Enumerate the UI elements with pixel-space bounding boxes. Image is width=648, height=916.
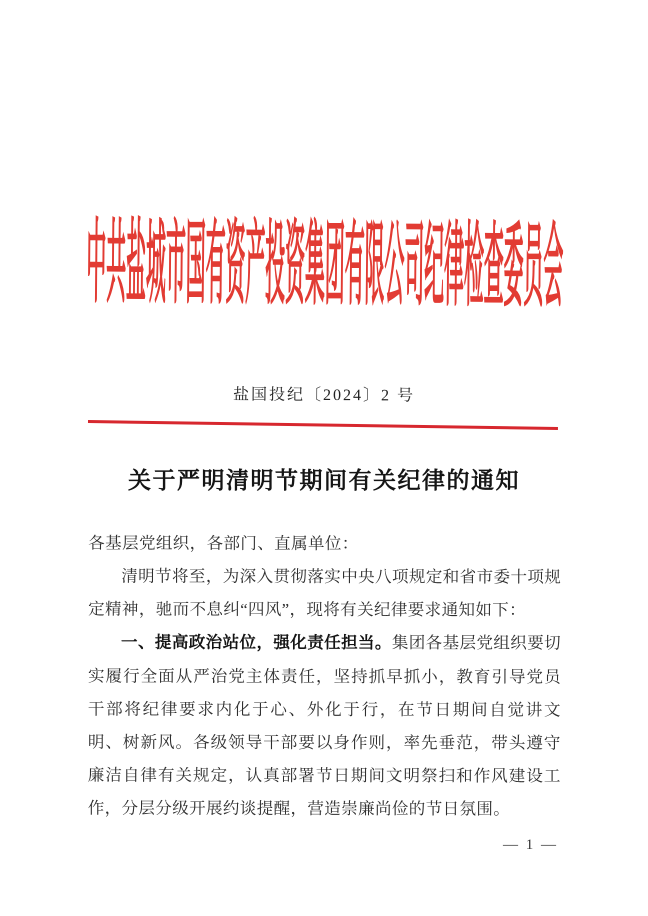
doc-title: 关于严明清明节期间有关纪律的通知 [128, 468, 520, 493]
paragraph-item-1-text: 集团各基层党组织要切实履行全面从严治党主体责任，坚持抓早抓小，教育引导党员干部将纪律要求内化于心、外化于行，在节日期间自觉讲文明、树新风。各级领导干部要以身作则，率先垂范，带头遵守廉洁自律有关规定，认真部署节日期间文明祭扫和作风建设工作，分层分级开展约谈提醒，营造崇廉尚俭的节日氛围。 [87, 633, 562, 819]
paragraph-item-1-lead: 一、提高政治站位，强化责任担当。 [121, 633, 392, 653]
paragraph-item-1 [88, 626, 561, 826]
salutation-line: 各基层党组织，各部门、直属单位： [88, 533, 359, 554]
body-text [88, 527, 562, 826]
org-header-red-title: 中共盐城市国有资产投资集团有限公司纪律检查委员会 [85, 211, 564, 319]
page-number: — 1 — [503, 837, 558, 853]
paragraph-intro-text: 清明节将至，为深入贯彻落实中央八项规定和省市委十项规定精神，驰而不息纠“四风”，现将有关纪律要求通知如下： [88, 566, 562, 620]
doc-number: 盐国投纪〔2024〕2 号 [232, 386, 416, 405]
paragraph-intro [88, 560, 561, 627]
red-divider-line [88, 420, 558, 430]
